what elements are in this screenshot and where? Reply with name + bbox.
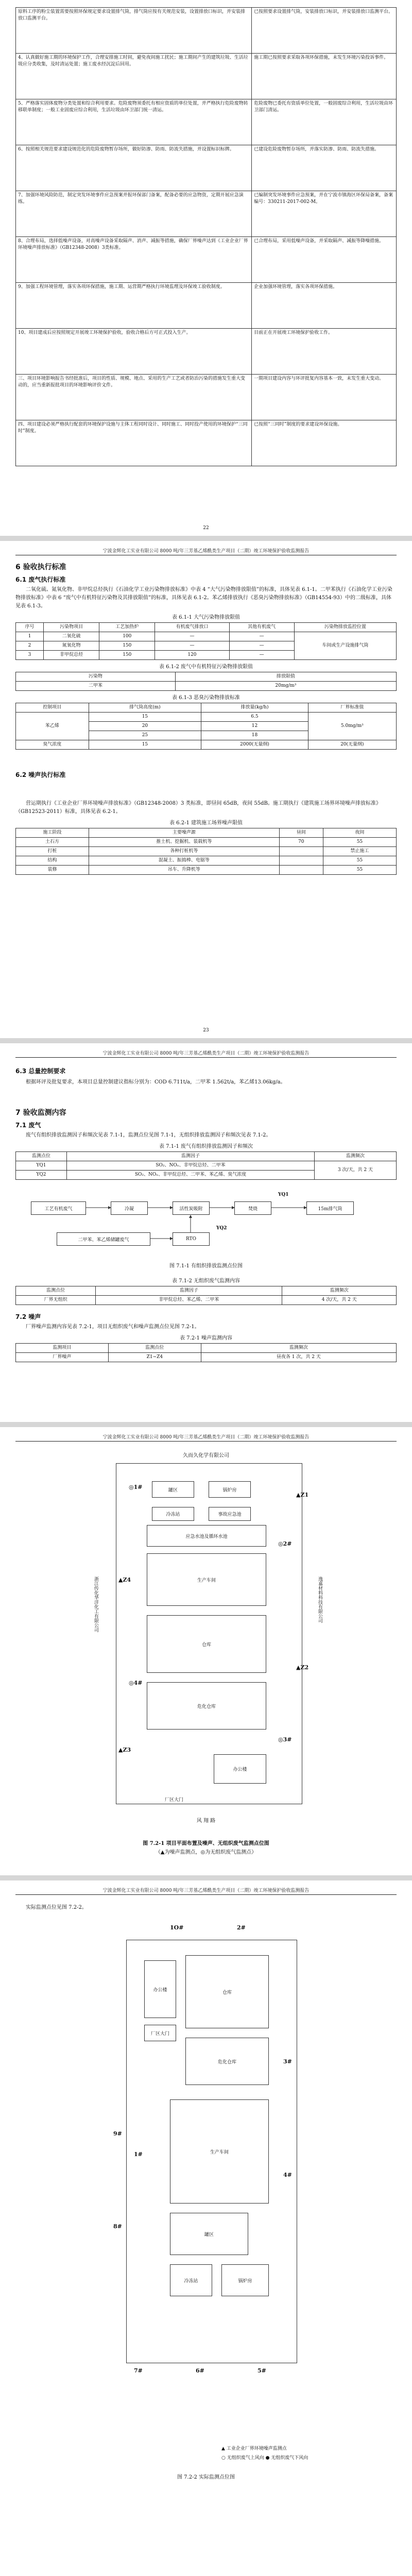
paragraph: 二氧化硫、氮氧化物、非甲烷总烃执行《石油化学工业污染物排放标准》中表 4 “大气污染物排放限值”的标准，具体见表 6.1-1。二甲苯执行《石油化学工业污染物排放标准》中表 6 “废气中有机特征污染物及其排放限值”的标准，具体见表 6.1-2。苯乙烯排放执行《恶臭污染物排放标准》（GB14554-93）中的二级标准，具体见表 6.1-3。: [15, 587, 392, 609]
page-2: [15, 562, 397, 875]
table-cell: 二氧化硫: [44, 632, 99, 641]
table-cell: 70: [279, 838, 323, 847]
table-header: 工艺加热炉: [99, 623, 155, 632]
plan-box-chiller: 冷冻站: [152, 1507, 194, 1521]
table-header: 厂界标准值: [308, 703, 396, 713]
table-cell: 禁止施工: [323, 847, 396, 856]
plan-box-warehouse: 仓库: [147, 1615, 266, 1673]
table-cell: —: [229, 651, 294, 660]
table-header: 主要噪声源: [89, 828, 279, 838]
exhaust-flow-diagram: [15, 1187, 397, 1259]
table-cell: 各种打桩机等: [89, 847, 279, 856]
actual-box-office: 办公楼: [144, 1960, 176, 2018]
noise-point-z2: ▲Z2: [296, 1664, 309, 1671]
table-cell: —: [229, 641, 294, 651]
table-cell: 100: [99, 632, 155, 641]
page-3: [15, 1066, 397, 1362]
section-title-7-1: 7.1 废气: [15, 1122, 41, 1129]
implementation-cell: 已合理布局，采用低噪声设备，并采取隔声、减振等降噪措施。: [252, 237, 397, 283]
table-cell: 3 次/天，共 2 天: [315, 1161, 397, 1180]
table-cell: 4 次/天，共 2 天: [282, 1296, 397, 1305]
actual-box-boiler: 锅炉房: [221, 2264, 269, 2296]
noise-point-z1: ▲Z1: [296, 1492, 309, 1498]
implementation-cell: 已编制突发环境事件应急预案，并在宁波市镇海区环保局备案，备案编号：330211-2017-002-M。: [252, 191, 397, 237]
table-cell: Z1~Z4: [108, 1353, 201, 1362]
actual-point-3: 3#: [283, 2058, 292, 2065]
actual-point-6: 6#: [196, 2367, 204, 2374]
page-number: 23: [203, 1028, 209, 1033]
table-cell: 2: [16, 641, 44, 651]
table-cell: YQ2: [16, 1171, 67, 1180]
table-header: 监测点位: [16, 1152, 67, 1161]
requirement-cell: 9、加强工程环境管理，落实各项环保措施，施工期、运营期严格执行环境监理及环保竣工验收制度。: [16, 283, 252, 329]
requirement-cell: 10、项目建成后应按照规定开展竣工环境保护验收，验收合格后方可正式投入生产。: [16, 329, 252, 375]
table-cell: 1: [16, 632, 44, 641]
section-title-7: 7 验收监测内容: [15, 1109, 66, 1117]
plan-box-workshop: 生产车间: [147, 1553, 266, 1606]
actual-point-4: 4#: [283, 2172, 292, 2178]
air-point-3: ◎3#: [278, 1736, 292, 1743]
table-caption: 表 6.1-2 废气中有机特征污染物排放限值: [159, 664, 253, 670]
plan-box-office: 办公楼: [214, 1754, 266, 1784]
flow-node-burn: 焚烧: [234, 1201, 271, 1215]
table-cell: —: [155, 641, 229, 651]
table-header: 施工阶段: [16, 828, 89, 838]
legend-noise: ▲ 工业企业厂界环境噪声监测点: [221, 2446, 287, 2451]
table-header: 有机废气排放口: [155, 623, 229, 632]
table-row: [16, 8, 397, 54]
plan-road-label: 风 翔 路: [196, 1818, 216, 1824]
actual-point-8: 8#: [113, 2223, 122, 2230]
table-cell: 臭气浓度: [16, 740, 89, 750]
table-cell: 15: [89, 740, 201, 750]
legend-air: ○ 无组织废气上风向 ● 无组织废气下风向: [221, 2455, 308, 2461]
table-caption: 表 6.1-3 恶臭污染物排放标准: [171, 695, 240, 701]
table-header: 其他有机废气: [229, 623, 294, 632]
table-row: [16, 375, 397, 420]
table-cell: —: [229, 632, 294, 641]
table-cell: 结构: [16, 856, 89, 866]
requirement-cell: 5、严格落实固体废物分类处置和综合利用要求。危险废物须委托有相应资质的单位处置，并严格执行危险废物转移联单制度；一般工业固废应综合利用，生活垃圾由环卫部门统一清运。: [16, 99, 252, 145]
flow-arrows: [15, 1187, 397, 1259]
table-cell: 18: [201, 731, 308, 740]
page-header: 宁波金辉化工实业有限公司 8000 吨/年三芳基乙烯酰类生产项目（二期）竣工环境保护验收监测报告: [15, 547, 397, 555]
page-header: 宁波金辉化工实业有限公司 8000 吨/年三芳基乙烯酰类生产项目（二期）竣工环境保护验收监测报告: [15, 1887, 397, 1895]
plan-left-neighbor: 浙江传化华洋化工有限公司: [93, 1577, 98, 1632]
table-cell: 氮氧化物: [44, 641, 99, 651]
plan-box-hazmat-warehouse: 危化仓库: [147, 1682, 266, 1730]
table-cell: 土石方: [16, 838, 89, 847]
paragraph: 厂界噪声监测内容见表 7.2-1，项目无组织废气和噪声监测点位见图 7.2-1。: [26, 1324, 200, 1330]
page-header: 宁波金辉化工实业有限公司 8000 吨/年三芳基乙烯酰类生产项目（二期）竣工环境保护验收监测报告: [15, 1433, 397, 1442]
implementation-cell: 目前正在开展竣工环境保护验收工作。: [252, 329, 397, 375]
actual-point-5: 5#: [258, 2367, 266, 2374]
table-header: 监测项目: [16, 1344, 109, 1353]
flow-node-rto: RTO: [173, 1232, 210, 1246]
table-header: 控制项目: [16, 703, 89, 713]
table-row: [16, 283, 397, 329]
table-row: [16, 145, 397, 191]
air-point-2: ◎2#: [278, 1540, 292, 1547]
construction-noise-table: [15, 828, 397, 875]
flow-node-stack: 15m排气筒: [306, 1201, 354, 1215]
actual-point-1: 1#: [134, 2151, 143, 2158]
flow-node-tank-gas: 二甲苯、苯乙烯储罐废气: [57, 1232, 150, 1246]
implementation-cell: 一期项目建设内容与环评批复内容基本一致，未发生重大变动。: [252, 375, 397, 420]
table-row: [16, 420, 397, 466]
table-caption: 表 6.1-1 大气污染物排放限值: [171, 615, 240, 620]
table-header: 监测频次: [315, 1152, 397, 1161]
actual-box-warehouse: 仓库: [185, 1955, 269, 2028]
table-cell: —: [155, 632, 229, 641]
plan-box-boiler: 锅炉房: [209, 1481, 251, 1498]
table-cell: 吊车、升降机等: [89, 866, 279, 875]
requirement-cell: 6、按照相关规范要求建设规范化的危险废物暂存场所，做好防渗、防雨、防流失措施，并设置标识标牌。: [16, 145, 252, 191]
table-cell: [279, 856, 323, 866]
table-cell: 打桩: [16, 847, 89, 856]
actual-box-workshop: 生产车间: [170, 2099, 269, 2204]
page-1: [15, 7, 397, 466]
actual-box-gate: 厂区大门: [144, 2025, 176, 2041]
noise-point-z3: ▲Z3: [118, 1747, 131, 1753]
table-caption: 表 6.2-1 建筑施工场界噪声限值: [169, 820, 243, 826]
actual-point-10: 1O#: [170, 1924, 184, 1931]
table-cell: 55: [323, 866, 396, 875]
section-title-7-2: 7.2 噪声: [15, 1313, 41, 1320]
requirement-cell: 四、项目建设必须严格执行配套的环境保护设施与主体工程同时设计、同时施工、同时投产使用的环境保护“三同时”制度。: [16, 420, 252, 466]
table-cell: SO₂、NOₓ、非甲烷总烃、二甲苯: [67, 1161, 315, 1171]
table-cell: 2000(无量纲): [201, 740, 308, 750]
plan-gate-label: 厂区大门: [165, 1798, 184, 1803]
actual-point-7: 7#: [134, 2367, 143, 2374]
table-header: 监测因子: [67, 1152, 315, 1161]
implementation-cell: 施工期已按照要求采取各项环保措施，未发生环境污染投诉事件。: [252, 54, 397, 99]
table-cell: 55: [323, 856, 396, 866]
table-cell: 25: [89, 731, 201, 740]
table-header: 昼间: [279, 828, 323, 838]
table-caption: 表 7.1-1 废气有组织排放监测因子和频次: [159, 1144, 253, 1149]
figure-caption: 图 7.2-2 实际监测点位图: [177, 2475, 235, 2480]
paragraph: 废气有组织排放监测因子和频次见表 7.1-1，监测点位见图 7.1-1，无组织排放监测因子和频次见表 7.1-2。: [26, 1132, 271, 1138]
actual-box-hazmat: 危化仓库: [185, 2038, 269, 2085]
table-cell: [279, 866, 323, 875]
sampling-point-yq2: YQ2: [216, 1226, 227, 1231]
section-title-6: 6 验收执行标准: [15, 563, 66, 571]
sampling-point-yq1: YQ1: [278, 1192, 289, 1197]
table-cell: SO₂、NOₓ、非甲烷总烃、二甲苯、苯乙烯、臭气浓度: [67, 1171, 315, 1180]
table-header: 夜间: [323, 828, 396, 838]
page-separator: [0, 536, 412, 541]
plan-box-tank: 罐区: [152, 1481, 194, 1498]
table-cell: 二甲苯: [16, 682, 176, 691]
table-header: 排气筒高度(m): [89, 703, 201, 713]
actual-point-2: 2#: [237, 1924, 246, 1931]
table-row: [16, 54, 397, 99]
page-header: 宁波金辉化工实业有限公司 8000 吨/年三芳基乙烯酰类生产项目（二期）竣工环境保护验收监测报告: [15, 1049, 397, 1058]
table-cell: 推土机、挖掘机、装载机等: [89, 838, 279, 847]
implementation-cell: 危险废物已委托有资质单位处置，一般固废综合利用，生活垃圾由环卫部门清运。: [252, 99, 397, 145]
air-point-4: ◎4#: [129, 1680, 143, 1686]
page-number: 22: [203, 526, 209, 531]
plan-box-emergency-pool: 事故应急池: [209, 1507, 251, 1521]
actual-box-chiller: 冷冻站: [170, 2264, 212, 2296]
table-cell: 非甲烷总烃、苯乙烯、二甲苯: [96, 1296, 282, 1305]
actual-box-tank: 罐区: [170, 2213, 248, 2255]
table-cell: 厂界噪声: [16, 1353, 109, 1362]
air-point-1: ◎1#: [129, 1484, 143, 1490]
figure-caption: 图 7.2-1 项目平面布置及噪声、无组织废气监测点位图: [143, 1841, 269, 1846]
section-title-6-3: 6.3 总量控制要求: [15, 1067, 66, 1075]
plan-box-water-pool: 应急水池及循环水池: [147, 1525, 266, 1547]
page-separator: [0, 1038, 412, 1043]
table-header: 污染物: [16, 672, 176, 682]
actual-point-9: 9#: [113, 2130, 122, 2137]
table-cell: 车间或生产设施排气筒: [294, 632, 396, 660]
section-title-6-1: 6.1 废气执行标准: [15, 576, 66, 583]
flow-node-source: 工艺有机废气: [31, 1201, 86, 1215]
figure-caption: 图 7.1-1 有组织排放监测点位图: [169, 1263, 243, 1269]
organic-pollutant-table: [15, 672, 397, 691]
table-header: 污染物项目: [44, 623, 99, 632]
table-cell: 12: [201, 722, 308, 731]
table-cell: YQ1: [16, 1161, 67, 1171]
paragraph: 实际监测点位见图 7.2-2。: [26, 1905, 87, 1910]
table-header: 排放限值: [175, 672, 396, 682]
table-header: 监测频次: [282, 1286, 397, 1296]
odor-standard-table: [15, 703, 397, 750]
requirement-cell: 原料工序的粉尘装置需要按照环保规定要求设置排气筒，排气筒应按有关规范安装，设置排放口标识，并安装排放口监测平台。: [16, 8, 252, 54]
table-header: 监测频次: [201, 1344, 396, 1353]
table-cell: 6.5: [201, 713, 308, 722]
table-cell: 5.0mg/m³: [308, 713, 396, 740]
plan-top-neighbor: 久而久化学有限公司: [183, 1453, 229, 1459]
table-header: 监测点位: [108, 1344, 201, 1353]
table-row: [16, 237, 397, 283]
table-cell: 厂界无组织: [16, 1296, 96, 1305]
table-cell: 非甲烷总烃: [44, 651, 99, 660]
table-cell: 苯乙烯: [16, 713, 89, 740]
page-5: [15, 1904, 397, 2563]
page-separator: [0, 1422, 412, 1427]
organized-exhaust-table: [15, 1151, 397, 1180]
table-cell: 混凝土、振捣棒、电锯等: [89, 856, 279, 866]
paragraph: 根据环评及批复要求，本项目总量控制建议指标分别为：COD 6.711t/a，二甲苯 1.562t/a，苯乙烯13.06kg/a。: [26, 1079, 286, 1085]
table-cell: 20: [89, 722, 201, 731]
noise-point-z4: ▲Z4: [118, 1577, 131, 1583]
implementation-cell: 已按照“三同时”制度的要求建设环保设施。: [252, 420, 397, 466]
table-cell: 55: [323, 838, 396, 847]
requirement-cell: 7、加强环境风险防范，制定突发环境事件应急预案并报环保部门备案，配备必要的应急物资，定期开展应急演练。: [16, 191, 252, 237]
table-header: 污染物排放监控位置: [294, 623, 396, 632]
table-cell: 昼夜各 1 次，共 2 天: [201, 1353, 396, 1362]
table-cell: 120: [155, 651, 229, 660]
page-4: [15, 1448, 397, 1870]
flow-node-adsorb: 活性炭吸附: [173, 1201, 210, 1215]
table-row: [16, 329, 397, 375]
implementation-cell: 企业加强环境管理，落实各项环保措施。: [252, 283, 397, 329]
fugitive-exhaust-table: [15, 1286, 397, 1305]
emission-limit-table: [15, 622, 397, 660]
table-cell: [279, 847, 323, 856]
implementation-cell: 已按照要求设置排气筒，安装排放口标识，并安装排放口监测平台。: [252, 8, 397, 54]
table-row: [16, 99, 397, 145]
table-cell: 20(无量纲): [308, 740, 396, 750]
flow-node-condense: 冷凝: [111, 1201, 148, 1215]
section-title-6-2: 6.2 噪声执行标准: [15, 771, 66, 778]
plan-right-neighbor: 逸嘉材料科技有限公司: [317, 1577, 322, 1623]
table-header: 监测点位: [16, 1286, 96, 1296]
table-cell: 3: [16, 651, 44, 660]
implementation-cell: 已建设危险废物暂存场所，并落实防渗、防雨、防流失措施。: [252, 145, 397, 191]
table-header: 监测因子: [96, 1286, 282, 1296]
table-caption: 表 7.2-1 噪声监测内容: [179, 1335, 232, 1341]
table-cell: 150: [99, 641, 155, 651]
table-cell: 15: [89, 713, 201, 722]
table-row: [16, 191, 397, 237]
requirement-cell: 4、认真做好施工期的环境保护工作，合理安排施工时间，避免夜间施工扰民；施工期间产生的建筑垃圾、生活垃圾应分类收集，及时清运处置；施工废水经沉淀后回用。: [16, 54, 252, 99]
table-header: 排放量(kg/h): [201, 703, 308, 713]
noise-monitoring-table: [15, 1343, 397, 1362]
requirement-table: [15, 7, 397, 466]
table-cell: 150: [99, 651, 155, 660]
requirement-cell: 三、项目环境影响报告书经批准后，项目的性质、规模、地点、采用的生产工艺或者防治污染的措施发生重大变动的，应当重新报批项目的环境影响评价文件。: [16, 375, 252, 420]
table-header: 序号: [16, 623, 44, 632]
page-separator: [0, 1875, 412, 1880]
table-cell: 20mg/m³: [175, 682, 396, 691]
table-caption: 表 7.1-2 无组织废气监测内容: [171, 1278, 240, 1284]
figure-note: （▲为噪声监测点，◎为无组织废气监测点）: [155, 1850, 257, 1855]
table-cell: 装修: [16, 866, 89, 875]
paragraph: 营运期执行《工业企业厂界环境噪声排放标准》（GB12348-2008）3 类标准，即昼间 65dB，夜间 55dB。施工期执行《建筑施工场界环境噪声排放标准》（GB12523-2011）标准，具体见表 6.2-1。: [15, 801, 381, 815]
requirement-cell: 8、合理布局，选择低噪声设备，对高噪声设备采取隔声、消声、减振等措施，确保厂界噪声达到《工业企业厂界环境噪声排放标准》（GB12348-2008）3类标准。: [16, 237, 252, 283]
